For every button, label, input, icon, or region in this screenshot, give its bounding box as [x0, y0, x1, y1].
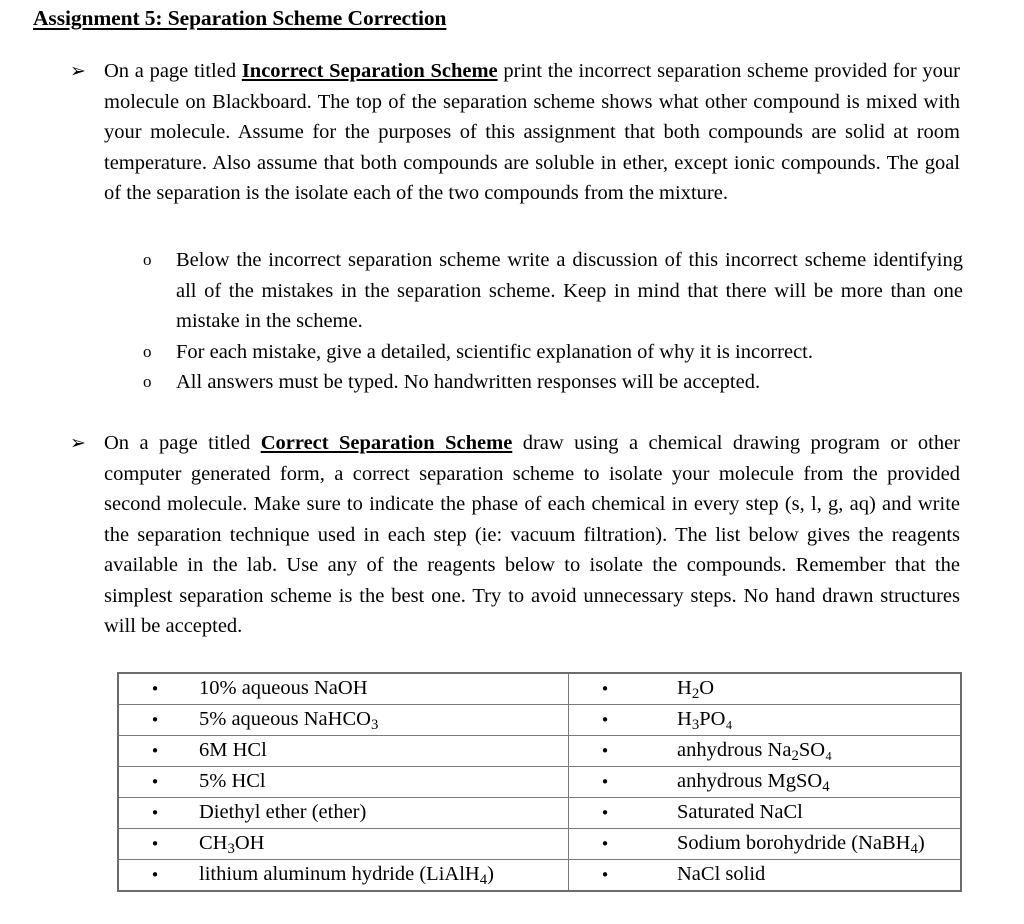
emphasis-incorrect-separation-scheme: Incorrect Separation Scheme [241, 60, 498, 82]
arrow-bullet-icon: ➢ [70, 60, 86, 82]
list-item [143, 367, 963, 398]
list-item-text: For each mistake, give a detailed, scientific explanation of why it is incorrect. [176, 340, 813, 363]
lead-text: On a page titled [104, 60, 242, 82]
table-row [118, 860, 961, 892]
table-cell-left [118, 860, 569, 892]
emphasis-correct-separation-scheme: Correct Separation Scheme [260, 432, 513, 454]
reagent-name: 6M HCl [199, 739, 267, 761]
table-row [118, 705, 961, 736]
circle-bullet-icon: o [143, 372, 152, 391]
table-cell-left [118, 767, 569, 798]
reagent-name: $H_2O$ [677, 677, 714, 702]
arrow-bullet-icon: ➢ [70, 432, 86, 454]
reagent-name: $H_3PO_4$ [677, 708, 733, 733]
bullet-icon: • [150, 804, 160, 822]
section-paragraph [104, 428, 960, 642]
bullet-icon: • [600, 835, 610, 853]
reagent-list-table [117, 672, 962, 892]
section-paragraph [104, 56, 960, 209]
table-cell-right [569, 736, 962, 767]
bullet-icon: • [150, 680, 160, 698]
reagent-name: 10% aqueous NaOH [199, 677, 368, 699]
table-cell-right [569, 767, 962, 798]
reagent-name: NaCl solid [677, 863, 766, 885]
list-item-text: Below the incorrect separation scheme write a discussion of this incorrect scheme identifying all of the mistakes in the separation scheme. Keep in mind that there will be more than one mistake in the scheme. [176, 249, 963, 332]
list-item [143, 337, 963, 368]
reagent-name: anhydrous MgSO$_4$ [677, 770, 830, 795]
table-cell-right [569, 798, 962, 829]
bullet-icon: • [600, 711, 610, 729]
reagent-name: 5% aqueous NaHCO$_3$ [199, 708, 379, 733]
list-item-text: All answers must be typed. No handwritten responses will be accepted. [176, 371, 761, 393]
bullet-icon: • [600, 773, 610, 791]
reagent-name: anhydrous $Na_2SO_4$ [677, 739, 833, 764]
table-cell-right [569, 705, 962, 736]
table-cell-left [118, 798, 569, 829]
bullet-icon: • [150, 835, 160, 853]
bullet-section-correct-scheme [70, 428, 960, 642]
list-item [143, 245, 963, 337]
table-cell-right [569, 860, 962, 892]
page-title: Assignment 5: Separation Scheme Correction [33, 6, 447, 30]
table-cell-right [569, 673, 962, 705]
table-row [118, 829, 961, 860]
bullet-section-incorrect-scheme [70, 56, 960, 209]
table-row [118, 673, 961, 705]
bullet-icon: • [600, 866, 610, 884]
reagent-name: $CH_3OH$ [199, 832, 265, 857]
reagent-name: Sodium borohydride (NaBH$_4$) [677, 832, 925, 857]
table-cell-left [118, 736, 569, 767]
reagent-name: Saturated NaCl [677, 801, 803, 823]
reagent-name: Diethyl ether (ether) [199, 801, 367, 823]
table-cell-left [118, 829, 569, 860]
circle-bullet-icon: o [143, 250, 152, 269]
body-text: draw using a chemical drawing program or other computer generated form, a correct separation scheme to isolate your molecule from the provided second molecule. Make sure to indicate the phase of each chemical in every step (s, l, g, aq) and write the separation technique used in each step (ie: vacuum filtration). The list below gives the reagents available in the lab. Use any of the reagents below to isolate the compounds. Remember that the simplest separation scheme is the best one. Try to avoid unnecessary steps. No hand drawn structures will be accepted. [104, 432, 960, 637]
bullet-icon: • [600, 804, 610, 822]
table-body [118, 673, 961, 891]
table-row [118, 767, 961, 798]
bullet-icon: • [150, 742, 160, 760]
table-cell-left [118, 673, 569, 705]
body-text: print the incorrect separation scheme provided for your molecule on Blackboard. The top of the separation scheme shows what other compound is mixed with your molecule. Assume for the purposes of this assignment that both compounds are solid at room temperature. Also assume that both compounds are soluble in ether, except ionic compounds. The goal of the separation is the isolate each of the two compounds from the mixture. [104, 60, 960, 204]
table-row [118, 798, 961, 829]
bullet-icon: • [150, 866, 160, 884]
circle-bullet-icon: o [143, 341, 152, 361]
bullet-icon: • [600, 680, 610, 698]
reagent-name: lithium aluminum hydride (LiAlH$_4$) [199, 863, 494, 888]
reagent-name: 5% HCl [199, 770, 266, 792]
sub-bullet-list-incorrect-scheme [143, 245, 963, 398]
bullet-icon: • [150, 711, 160, 729]
table-cell-left [118, 705, 569, 736]
lead-text: On a page titled [104, 432, 261, 454]
bullet-icon: • [150, 773, 160, 791]
bullet-icon: • [600, 742, 610, 760]
table-row [118, 736, 961, 767]
table-cell-right [569, 829, 962, 860]
